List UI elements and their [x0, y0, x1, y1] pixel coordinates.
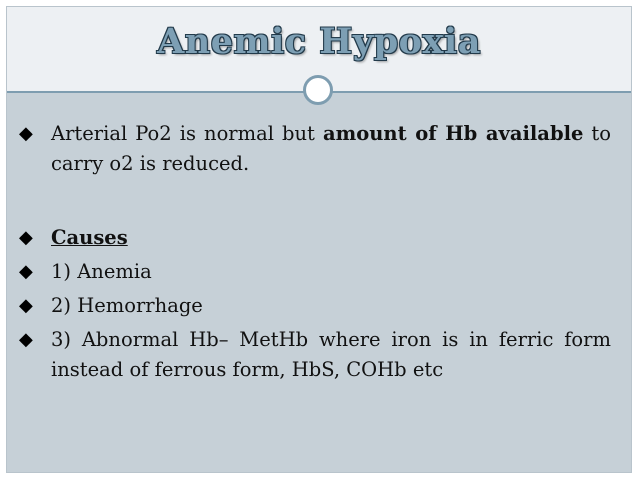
- intro-text-2: to carry o2 is reduced.: [51, 122, 611, 175]
- diamond-bullet-icon: ◆: [19, 123, 33, 144]
- cause-1-text: 1) Anemia: [51, 260, 152, 283]
- intro-text-1: Arterial Po2 is normal but: [51, 122, 323, 145]
- bullet-cause-3: [17, 325, 611, 385]
- cause-3-text: 3) Abnormal Hb– MetHb where iron is in ferric form instead of ferrous form, HbS, COHb etc: [51, 328, 611, 381]
- bullet-cause-1: [17, 257, 611, 287]
- diamond-bullet-icon: ◆: [19, 227, 33, 248]
- title-ring-ornament: [303, 75, 333, 105]
- slide-title: Anemic Hypoxia: [157, 21, 481, 62]
- bullet-intro: [17, 119, 611, 179]
- diamond-bullet-icon: ◆: [19, 261, 33, 282]
- intro-text-bold: amount of Hb available: [322, 122, 584, 145]
- slide-frame: [6, 6, 632, 473]
- diamond-bullet-icon: ◆: [19, 329, 33, 350]
- cause-2-text: 2) Hemorrhage: [51, 294, 203, 317]
- bullet-cause-2: [17, 291, 611, 321]
- slide-body: [17, 119, 611, 385]
- diamond-bullet-icon: ◆: [19, 295, 33, 316]
- spacer: [17, 179, 611, 223]
- causes-heading: Causes: [51, 226, 128, 249]
- bullet-causes-heading: [17, 223, 611, 253]
